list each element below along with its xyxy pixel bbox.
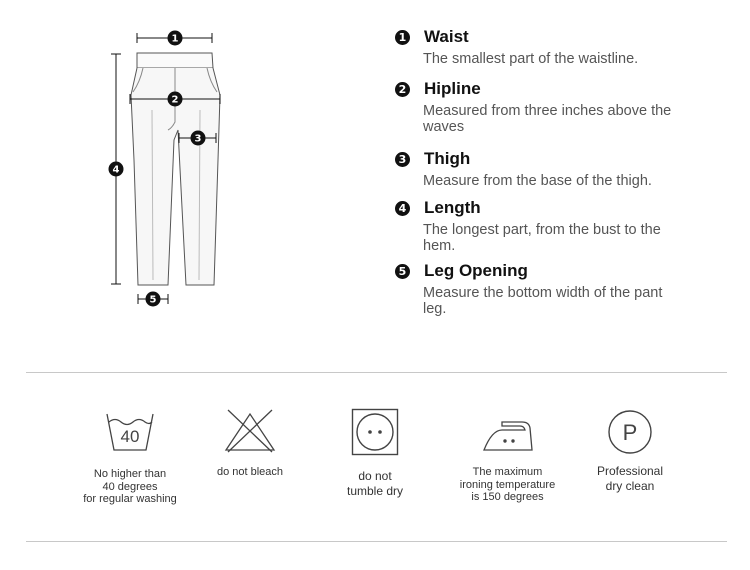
badge-waist: 1: [171, 33, 179, 45]
care-bleach: [200, 408, 300, 479]
care-tumble: [325, 408, 425, 499]
care-label: The maximum ironing temperature is 150 degrees: [459, 466, 556, 503]
measure-desc: Measure from the base of the thigh.: [423, 173, 652, 189]
measure-length: [395, 198, 695, 254]
care-iron: [445, 408, 570, 504]
badge-hip: 2: [171, 94, 179, 106]
iron-icon: [480, 408, 536, 454]
bottom-divider: [26, 541, 727, 542]
badge-leg-opening: 5: [149, 294, 157, 306]
measure-desc: Measure the bottom width of the pant leg.: [423, 285, 663, 317]
wash-temp: 40: [120, 427, 140, 446]
num-badge: 2: [395, 82, 410, 97]
measure-title: Waist: [424, 27, 469, 46]
pants-diagram: [100, 20, 230, 315]
care-label: Professional dry clean: [596, 464, 664, 493]
measure-title: Leg Opening: [424, 261, 528, 280]
wash-40-icon: [104, 408, 156, 454]
no-tumble-dry-icon: [351, 408, 399, 456]
num-badge: 5: [395, 264, 410, 279]
num-badge: 1: [395, 30, 410, 45]
num-badge: 4: [395, 201, 410, 216]
care-wash: [70, 408, 190, 506]
no-bleach-icon: [222, 408, 278, 454]
measure-hipline: [395, 79, 695, 135]
measure-desc: The longest part, from the bust to the hem.: [423, 222, 661, 254]
top-divider: [26, 372, 727, 373]
badge-length: 4: [112, 164, 120, 176]
care-label: do not tumble dry: [346, 469, 404, 498]
measure-thigh: [395, 149, 695, 189]
dry-clean-p-icon: [606, 408, 654, 456]
care-label: No higher than 40 degrees for regular washing: [83, 468, 177, 505]
measure-title: Hipline: [424, 79, 481, 98]
care-dry-clean: [580, 408, 680, 494]
measure-leg-opening: [395, 261, 695, 317]
num-badge: 3: [395, 152, 410, 167]
badge-thigh: 3: [194, 133, 202, 145]
waistband-outline: [137, 53, 213, 68]
measure-desc: Measured from three inches above the waves: [423, 103, 672, 135]
measure-waist: [395, 27, 695, 67]
measure-desc: The smallest part of the waistline.: [423, 51, 639, 67]
care-label: do not bleach: [216, 466, 284, 478]
dry-clean-letter: P: [622, 420, 638, 445]
measure-title: Thigh: [424, 149, 471, 168]
measure-title: Length: [424, 198, 481, 217]
